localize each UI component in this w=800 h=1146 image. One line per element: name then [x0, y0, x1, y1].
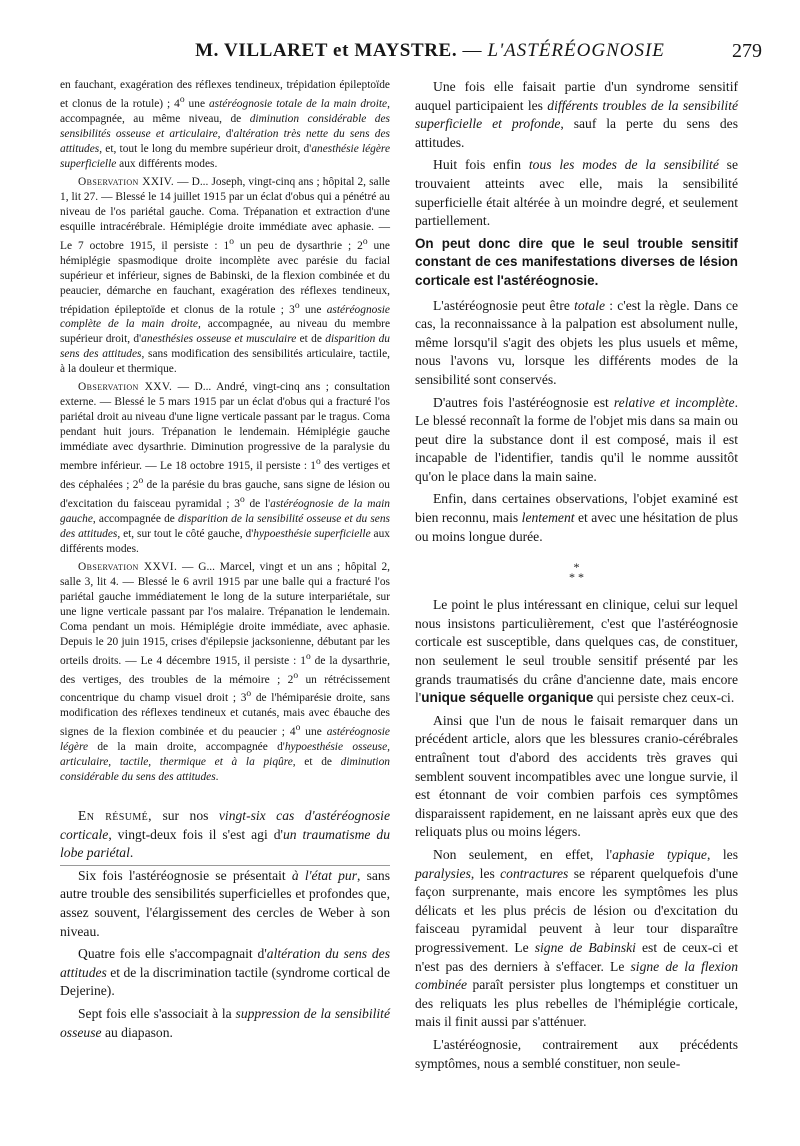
header-title: L'ASTÉRÉOGNOSIE	[487, 40, 665, 61]
observation-label: Observation XXV.	[78, 381, 173, 394]
paragraph-quatre-fois: Quatre fois elle s'accompagnait d'altération du sens des attitudes et de la discrimination tactile (syndrome cortical de Dejerine).	[60, 946, 390, 999]
summary-paragraph: En résumé, sur nos vingt-six cas d'astéréognosie corticale, vingt-deux fois il s'est agi d'un traumatisme du lobe pariétal.	[60, 807, 391, 861]
header-authors: M. VILLARET et MAYSTRE.	[195, 40, 458, 61]
conclusion-statement: On peut donc dire que le seul trouble sensitif constant de ces manifestations diverses de lésion corticale est l'astéréognosie.	[415, 235, 738, 288]
paragraph-huit-fois: Huit fois enfin tous les modes de la sensibilité se trouvaient atteints avec elle, mais la sensibilité superficielle était altérée à un moindre degré, et seulement partiellement.	[415, 157, 738, 229]
paragraph-une-fois: Une fois elle faisait partie d'un syndrome sensitif auquel participaient les différents troubles de la sensibilité superficielle et profonde, sauf la perte du sens des attitudes.	[415, 79, 738, 150]
running-title	[150, 40, 710, 62]
section-divider	[60, 865, 390, 866]
observation-label: Observation XXVI.	[78, 560, 178, 573]
page-number: 279	[732, 40, 762, 62]
paragraph-ainsi: Ainsi que l'un de nous le faisait remarquer dans un précédent article, alors que les blessures cranio-cérébrales entraînent tout d'abord des accidents très graves qui semblent souvent incompatibles avec une longue survie, il est étonnant de voir combien parfois ces symptômes disparaissent rapidement, en ne laissant après eux que des reliquats plus ou moins légers.	[415, 712, 738, 840]
paragraph-relative: D'autres fois l'astéréognosie est relative et incomplète. Le blessé reconnaît la forme de l'objet mis dans sa main ou peut dire la substance dont il est composé, mais il est incapable de l'identifier, tandis qu'il le nomme aussitôt qu'on le place dans la main saine.	[415, 394, 738, 484]
observation-26: Observation XXVI. — G... Marcel, vingt et un ans ; hôpital 2, salle 3, lit 4. — Blessé le 6 avril 1915 par une balle qui a fracturé l'os pariétal gauche immédiatement le long de la suture interpariétale, sur une ligne verticale passant par l'os malaire. Trépanation le lendemain. Coma pendant un mois. Hémiplégie droite immédiate, avec aphasie. Depuis le 20 juin 1915, crises d'épilepsie jacksonienne, débutant par les orteils droits. — Le 4 décembre 1915, il persiste : 1$^o$ de la dysarthrie, des vertiges, des troubles de la mémoire ; 2$^o$ un rétrécissement concentrique du champ visuel droit ; 3$^o$ de l'hémiparésie droite, sans modification des réflexes tendineux et cutanés, mais avec ébauche des signes de la flexion combinée et du peaucier ; 4$^o$ une astéréognosie légère de la main droite, accompagnée d'hypoesthésie osseuse, articulaire, tactile, thermique et à la piqûre, et de diminution considérable du sens des attitudes.	[60, 560, 390, 783]
right-column	[415, 78, 738, 1073]
paragraph-totale: L'astéréognosie peut être totale : c'est la règle. Dans ce cas, la reconnaissance à la palpation est absolument nulle, même lorsqu'il s'agit des objets les plus usuels et même, nous l'avons vu, lorsque les différents modes de la sensibilité sont conservés.	[415, 297, 738, 387]
paragraph-enfin: Enfin, dans certaines observations, l'objet examiné est bien reconnu, mais lentement et avec une hésitation de plus ou moins longue durée.	[415, 491, 738, 544]
paragraph-six-fois: Six fois l'astéréognosie se présentait à l'état pur, sans autre trouble des sensibilités superficielles et profondes que, assez souvent, l'élargissement des cercles de Weber à son niveau.	[60, 867, 391, 939]
paragraph-non-seulement: Non seulement, en effet, l'aphasie typique, les paralysies, les contractures se réparent quelquefois d'une façon surprenante, mais encore les symptômes les plus délicats et les plus précis de lésion ou d'excitation du faisceau pyramidal peuvent à leur tour disparaître progressivement. Le signe de Babinski est de ceux-ci et n'est pas des derniers à s'effacer. Le signe de la flexion combinée paraît persister plus longtemps et constituer un des reliquats les plus rebelles de l'hémiplégie corticale, mais il finit aussi par s'atténuer.	[415, 846, 738, 1030]
asterism-separator: * * *	[569, 560, 584, 585]
running-header	[30, 40, 774, 76]
observation-24: Observation XXIV. — D... Joseph, vingt-cinq ans ; hôpital 2, salle 1, lit 27. — Blessé le 14 juillet 1915 par un éclat d'obus qui a pénétré au niveau de l'os pariétal gauche. Coma. Trépanation et extraction d'une esquille intracérébrale. Hémiplégie droite immédiate avec aphasie. — Le 7 octobre 1915, il persiste : 1$^o$ un peu de dysarthrie ; 2$^o$ une hémiplégie spasmodique droite incomplète avec parésie du facial supérieur et inférieur, signes de Babinski, de la flexion combinée et du peaucier, démarche en fauchant, exagération des réflexes tendineux, trépidation épileptoïde et clonus de la rotule ; 3$^o$ une astéréognosie complète de la main droite, accompagnée, au niveau du membre supérieur droit, d'anesthésies osseuse et musculaire et de disparition du sens des attitudes, sans modification des sensibilités articulaire, tactile, à la douleur et thermique.	[60, 175, 391, 376]
paragraph-last: L'astéréognosie, contrairement aux précédents symptômes, nous a semblé constituer, non seule-	[415, 1036, 738, 1071]
header-separator: —	[457, 40, 488, 61]
observation-continuation: en fauchant, exagération des réflexes tendineux, trépidation épileptoïde et clonus de la rotule) ; 4$^o$ une astéréognosie totale de la main droite, accompagnée, au même niveau, de diminution considérable des sensibilités osseuse et articulaire, d'altération très nette du sens des attitudes, et, tout le long du membre supérieur droit, d'anesthésie légère superficielle aux différents modes.	[60, 79, 390, 170]
observation-25: Observation XXV. — D... André, vingt-cinq ans ; consultation externe. — Blessé le 5 mars 1915 par un éclat d'obus qui a fracturé l'os pariétal droit au niveau d'une ligne verticale passant par le tragus. Coma pendant huit jours. Trépanation le lendemain. Hémiplégie gauche immédiate avec dysarthrie. Diminution progressive de la paralysie du membre inférieur. — Le 18 octobre 1915, il persiste : 1$^o$ des vertiges et des céphalées ; 2$^o$ de la parésie du bras gauche, sans signe de lésion ou d'excitation du faisceau pyramidal ; 3$^o$ de l'astéréognosie de la main gauche, accompagnée de disparition de la sensibilité osseuse et du sens des attitudes, et, sur tout le côté gauche, d'hypoesthésie superficielle aux différents modes.	[60, 381, 391, 555]
paragraph-sept-fois: Sept fois elle s'associait à la suppression de la sensibilité osseuse au diapason.	[60, 1005, 390, 1040]
observation-label: Observation XXIV.	[78, 175, 175, 188]
left-column	[60, 78, 390, 1042]
paragraph-point-interessant: Le point le plus intéressant en clinique, celui sur lequel nous insistons particulièrement, c'est que l'astéréognosie corticale est susceptible, dans quelques cas, de constituer, non seulement le seul trouble sensitif présenté par les grands traumatisés du crâne d'ancienne date, mais encore l'unique séquelle organique qui persiste chez ceux-ci.	[415, 597, 738, 706]
